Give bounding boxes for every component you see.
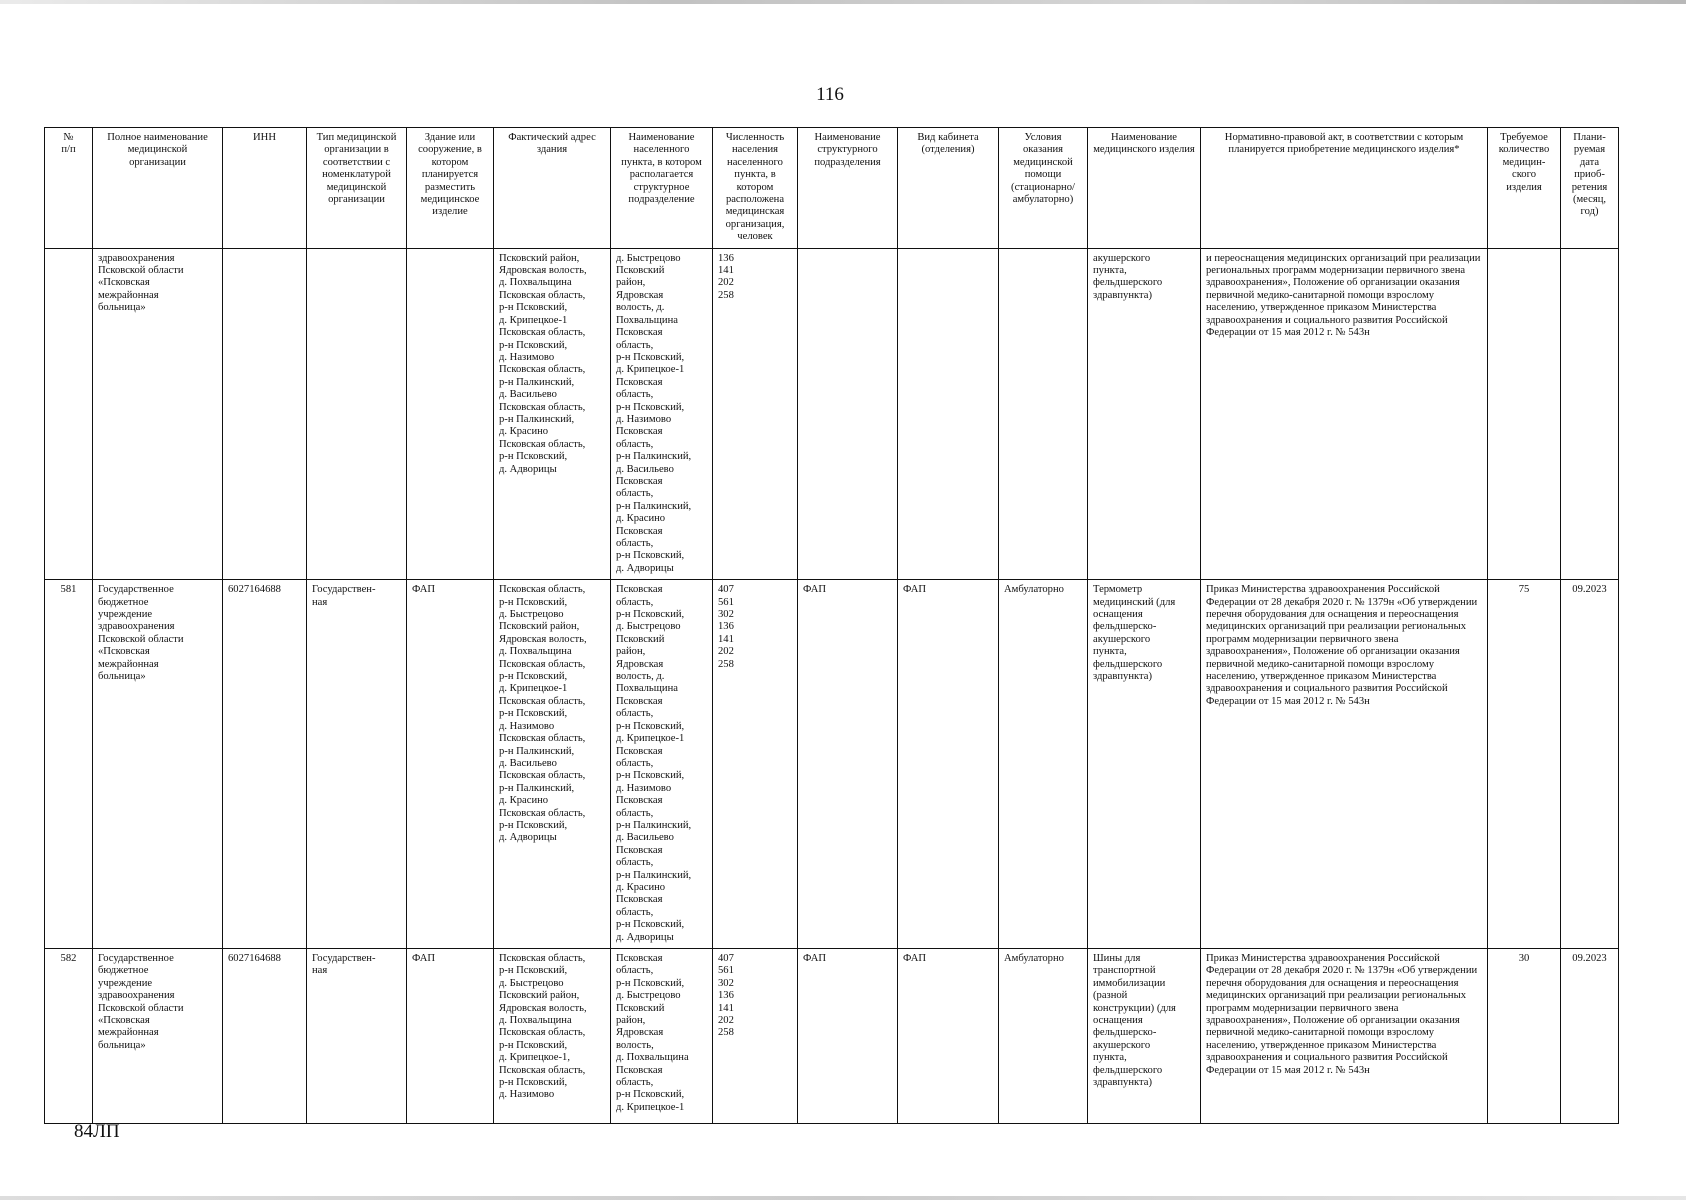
cell-purchase-date: 09.2023 <box>1561 949 1619 1124</box>
cell-population: 136 141 202 258 <box>713 248 798 580</box>
header-address: Фактический адрес здания <box>494 128 611 249</box>
header-org-type: Тип медицинской организации в соответствии с номенклатурой медицинской организации <box>307 128 407 249</box>
cell-legal-act: Приказ Министерства здравоохранения Российской Федерации от 28 декабря 2020 г. № 1379н «Об утверждении перечня оборудования для оснащения и переоснащения медицинских организаций при реализации региональных программ модернизации первичного звена здравоохранения», Положение об организации оказания первичной медико-санитарной помощи взрослому населению, утвержденное приказом Министерства здравоохранения и социального развития Российской Федерации от 15 мая 2012 г. № 543н <box>1201 949 1488 1124</box>
cell-number: 582 <box>45 949 93 1124</box>
cell-organization-name: здравоохранения Псковской области «Псковская межрайонная больница» <box>93 248 223 580</box>
header-legal-act: Нормативно-правовой акт, в соответствии с которым планируется приобретение медицинского изделия* <box>1201 128 1488 249</box>
cell-device-name: акушерского пункта, фельдшерского здравпункта) <box>1088 248 1201 580</box>
cell-quantity <box>1488 248 1561 580</box>
header-device-name: Наименование медицинского изделия <box>1088 128 1201 249</box>
cell-device-name: Термометр медицинский (для оснащения фельдшерско- акушерского пункта, фельдшерского здравпункта) <box>1088 580 1201 949</box>
cell-purchase-date <box>1561 248 1619 580</box>
cell-settlement: Псковская область, р-н Псковский, д. Быстрецово Псковский район, Ядровская волость, д. Похвальщина Псковская область, р-н Псковский, д. Крипецкое-1 <box>611 949 713 1124</box>
cell-address: Псковская область, р-н Псковский, д. Быстрецово Псковский район, Ядровская волость, д. Похвальщина Псковская область, р-н Псковский, д. Крипецкое-1 Псковская область, р-н Псковский, д. Назимово Псковская область, р-н Палкинский, д. Васильево Псковская область, р-н Палкинский, д. Красино Псковская область, р-н Псковский, д. Адворицы <box>494 580 611 949</box>
cell-subdivision: ФАП <box>798 949 898 1124</box>
scan-edge-bottom <box>0 1196 1686 1200</box>
header-number: № п/п <box>45 128 93 249</box>
cell-inn <box>223 248 307 580</box>
header-care-conditions: Условия оказания медицинской помощи (стационарно/ амбулаторно) <box>999 128 1088 249</box>
cell-address: Псковская область, р-н Псковский, д. Быстрецово Псковский район, Ядровская волость, д. Похвальщина Псковская область, р-н Псковский, д. Крипецкое-1, Псковская область, р-н Псковский, д. Назимово <box>494 949 611 1124</box>
table-row <box>45 580 1619 949</box>
page-number: 116 <box>816 84 844 105</box>
cell-org-type: Государствен- ная <box>307 580 407 949</box>
cell-purchase-date: 09.2023 <box>1561 580 1619 949</box>
scan-edge-top <box>0 0 1686 4</box>
cell-address: Псковский район, Ядровская волость, д. Похвальщина Псковская область, р-н Псковский, д. Крипецкое-1 Псковская область, р-н Псковский, д. Назимово Псковская область, р-н Палкинский, д. Васильево Псковская область, р-н Палкинский, д. Красино Псковская область, р-н Псковский, д. Адворицы <box>494 248 611 580</box>
cell-care-conditions: Амбулаторно <box>999 580 1088 949</box>
cell-organization-name: Государственное бюджетное учреждение здравоохранения Псковской области «Псковская межрайонная больница» <box>93 949 223 1124</box>
cell-number: 581 <box>45 580 93 949</box>
cell-subdivision: ФАП <box>798 580 898 949</box>
header-row <box>45 128 1619 249</box>
cell-building: ФАП <box>407 580 494 949</box>
cell-legal-act: и переоснащения медицинских организаций при реализации региональных программ модернизации первичного звена здравоохранения», Положение об организации оказания первичной медико-санитарной помощи взрослому населению, утвержденное приказом Министерства здравоохранения и социального развития Российской Федерации от 15 мая 2012 г. № 543н <box>1201 248 1488 580</box>
header-inn: ИНН <box>223 128 307 249</box>
cell-cabinet-type: ФАП <box>898 580 999 949</box>
footer-code: 84ЛП <box>74 1121 120 1142</box>
cell-subdivision <box>798 248 898 580</box>
header-subdivision: Наименование структурного подразделения <box>798 128 898 249</box>
header-cabinet-type: Вид кабинета (отделения) <box>898 128 999 249</box>
cell-care-conditions: Амбулаторно <box>999 949 1088 1124</box>
header-settlement: Наименование населенного пункта, в котором располагается структурное подразделение <box>611 128 713 249</box>
equipment-table <box>44 127 1619 1124</box>
cell-population: 407 561 302 136 141 202 258 <box>713 580 798 949</box>
header-purchase-date: Плани-руемая дата приоб-ретения (месяц, год) <box>1561 128 1619 249</box>
cell-quantity: 30 <box>1488 949 1561 1124</box>
table-row <box>45 949 1619 1124</box>
cell-inn: 6027164688 <box>223 949 307 1124</box>
cell-organization-name: Государственное бюджетное учреждение здравоохранения Псковской области «Псковская межрайонная больница» <box>93 580 223 949</box>
header-organization-name: Полное наименование медицинской организации <box>93 128 223 249</box>
cell-population: 407 561 302 136 141 202 258 <box>713 949 798 1124</box>
cell-device-name: Шины для транспортной иммобилизации (разной конструкции) (для оснащения фельдшерско- акушерского пункта, фельдшерского здравпункта) <box>1088 949 1201 1124</box>
cell-cabinet-type: ФАП <box>898 949 999 1124</box>
cell-cabinet-type <box>898 248 999 580</box>
cell-number <box>45 248 93 580</box>
cell-legal-act: Приказ Министерства здравоохранения Российской Федерации от 28 декабря 2020 г. № 1379н «Об утверждении перечня оборудования для оснащения и переоснащения медицинских организаций при реализации региональных программ модернизации первичного звена здравоохранения», Положение об организации оказания первичной медико-санитарной помощи взрослому населению, утвержденное приказом Министерства здравоохранения и социального развития Российской Федерации от 15 мая 2012 г. № 543н <box>1201 580 1488 949</box>
header-building: Здание или сооружение, в котором планируется разместить медицинское изделие <box>407 128 494 249</box>
table-row <box>45 248 1619 580</box>
header-population: Численность населения населенного пункта, в котором расположена медицинская организация, человек <box>713 128 798 249</box>
cell-org-type <box>307 248 407 580</box>
cell-inn: 6027164688 <box>223 580 307 949</box>
cell-settlement: Псковская область, р-н Псковский, д. Быстрецово Псковский район, Ядровская волость, д. Похвальщина Псковская область, р-н Псковский, д. Крипецкое-1 Псковская область, р-н Псковский, д. Назимово Псковская область, р-н Палкинский, д. Васильево Псковская область, р-н Палкинский, д. Красино Псковская область, р-н Псковский, д. Адворицы <box>611 580 713 949</box>
cell-settlement: д. Быстрецово Псковский район, Ядровская волость, д. Похвальщина Псковская область, р-н Псковский, д. Крипецкое-1 Псковская область, р-н Псковский, д. Назимово Псковская область, р-н Палкинский, д. Васильево Псковская область, р-н Палкинский, д. Красино Псковская область, р-н Псковский, д. Адворицы <box>611 248 713 580</box>
cell-quantity: 75 <box>1488 580 1561 949</box>
cell-building <box>407 248 494 580</box>
cell-care-conditions <box>999 248 1088 580</box>
cell-org-type: Государствен- ная <box>307 949 407 1124</box>
cell-building: ФАП <box>407 949 494 1124</box>
header-quantity: Требуемое количество медицин-ского изделия <box>1488 128 1561 249</box>
